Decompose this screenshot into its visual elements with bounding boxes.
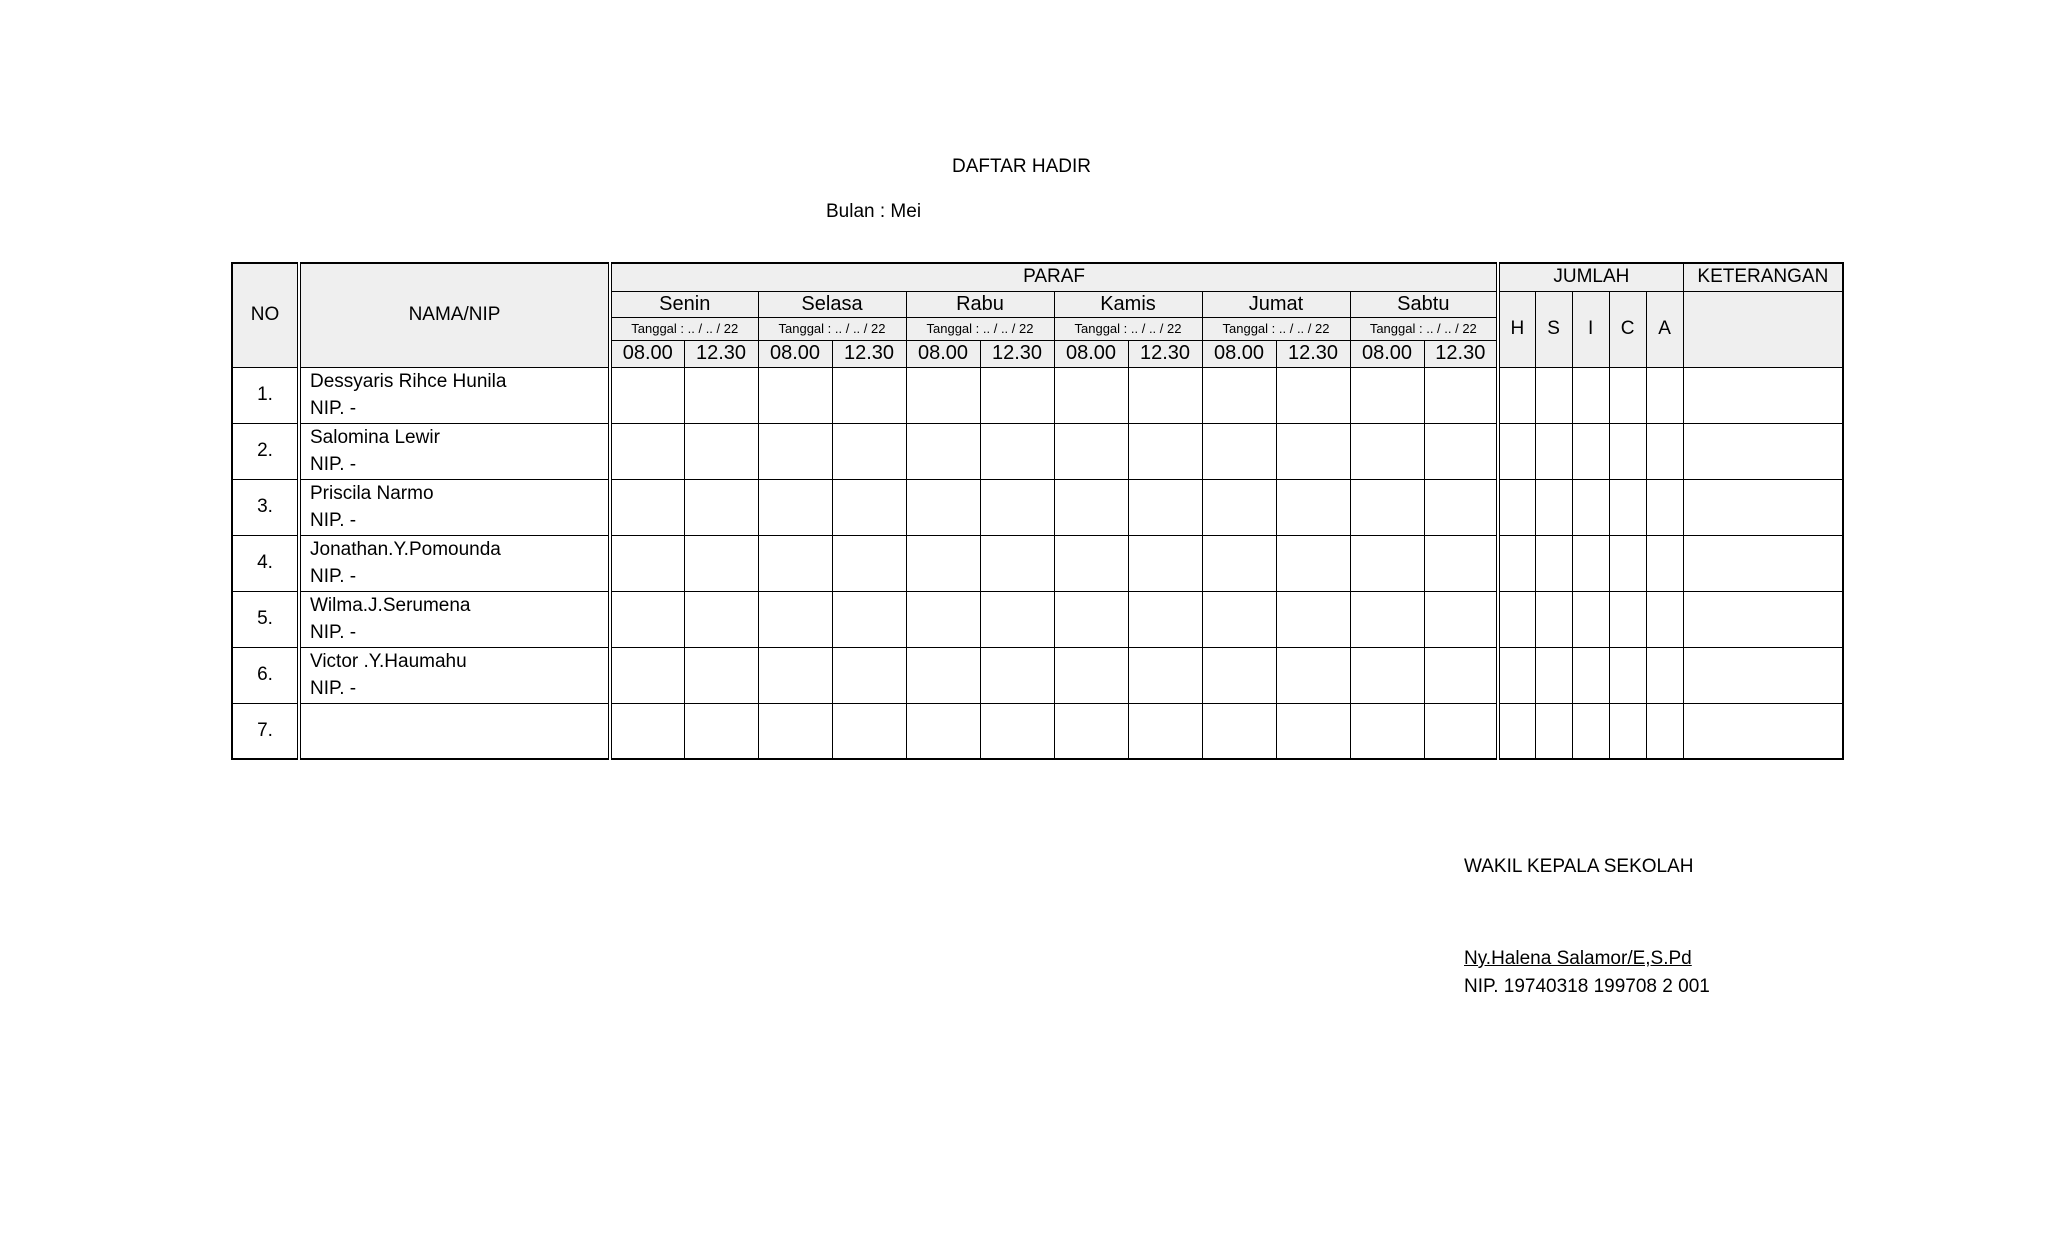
jumlah-cell [1535,703,1572,759]
paraf-cell [832,703,906,759]
row-nip: NIP. - [310,678,357,699]
time-sabtu-out: 12.30 [1424,340,1498,367]
jumlah-cell [1572,423,1609,479]
jumlah-h: H [1498,291,1535,367]
row-name-nip [299,647,610,703]
jumlah-cell [1609,703,1646,759]
time-sabtu-in: 08.00 [1350,340,1424,367]
jumlah-cell [1535,479,1572,535]
paraf-cell [610,535,684,591]
paraf-cell [1276,423,1350,479]
paraf-cell [1054,591,1128,647]
jumlah-cell [1498,423,1535,479]
attendance-rows [232,367,1843,759]
paraf-cell [1424,367,1498,423]
paraf-cell [1350,591,1424,647]
paraf-cell [906,367,980,423]
paraf-cell [906,479,980,535]
paraf-cell [1276,591,1350,647]
paraf-cell [1424,591,1498,647]
paraf-cell [610,479,684,535]
paraf-cell [1350,423,1424,479]
jumlah-c: C [1609,291,1646,367]
jumlah-cell [1498,535,1535,591]
day-selasa: Selasa [758,291,906,317]
paraf-cell [1128,535,1202,591]
row-nip: NIP. - [310,510,357,531]
paraf-cell [1128,367,1202,423]
paraf-cell [1202,591,1276,647]
paraf-cell [758,591,832,647]
jumlah-cell [1498,367,1535,423]
jumlah-cell [1646,703,1683,759]
row-number: 6. [232,647,299,703]
header-name: NAMA/NIP [299,263,610,367]
paraf-cell [1202,535,1276,591]
paraf-cell [610,367,684,423]
row-name: Salomina Lewir [310,427,440,448]
paraf-cell [1202,703,1276,759]
header-jumlah: JUMLAH [1498,263,1683,291]
day-sabtu: Sabtu [1350,291,1498,317]
jumlah-s: S [1535,291,1572,367]
keterangan-cell [1683,479,1843,535]
paraf-cell [980,367,1054,423]
paraf-cell [980,591,1054,647]
day-kamis: Kamis [1054,291,1202,317]
keterangan-cell [1683,367,1843,423]
paraf-cell [1276,703,1350,759]
paraf-cell [906,423,980,479]
paraf-cell [610,647,684,703]
paraf-cell [1054,535,1128,591]
keterangan-cell [1683,647,1843,703]
paraf-cell [906,535,980,591]
jumlah-cell [1646,647,1683,703]
table-row [232,423,1843,479]
row-name: Victor .Y.Haumahu [310,651,467,672]
paraf-cell [1424,647,1498,703]
header-keterangan: KETERANGAN [1683,263,1843,291]
row-name-nip [299,591,610,647]
day-jumat: Jumat [1202,291,1350,317]
table-row [232,367,1843,423]
row-name: Jonathan.Y.Pomounda [310,539,501,560]
paraf-cell [906,703,980,759]
row-nip: NIP. - [310,622,357,643]
row-number: 5. [232,591,299,647]
paraf-cell [980,423,1054,479]
jumlah-cell [1572,535,1609,591]
jumlah-a: A [1646,291,1683,367]
paraf-cell [758,479,832,535]
row-number: 2. [232,423,299,479]
paraf-cell [1424,703,1498,759]
date-selasa: Tanggal : .. / .. / 22 [758,317,906,340]
paraf-cell [1424,479,1498,535]
day-senin: Senin [610,291,758,317]
paraf-cell [832,423,906,479]
row-name-nip [299,423,610,479]
paraf-cell [1054,423,1128,479]
jumlah-cell [1535,367,1572,423]
row-name-nip [299,535,610,591]
paraf-cell [906,591,980,647]
keterangan-cell [1683,591,1843,647]
row-number: 7. [232,703,299,759]
paraf-cell [832,479,906,535]
jumlah-cell [1535,535,1572,591]
jumlah-cell [1609,535,1646,591]
paraf-cell [610,423,684,479]
row-name-nip [299,367,610,423]
time-selasa-out: 12.30 [832,340,906,367]
paraf-cell [980,647,1054,703]
time-senin-in: 08.00 [610,340,684,367]
paraf-cell [684,647,758,703]
paraf-cell [758,423,832,479]
paraf-cell [1276,535,1350,591]
time-senin-out: 12.30 [684,340,758,367]
paraf-cell [1276,367,1350,423]
table-row [232,479,1843,535]
attendance-table [231,262,1844,760]
signature-name: Ny.Halena Salamor/E,S.Pd [1464,948,1692,969]
date-jumat: Tanggal : .. / .. / 22 [1202,317,1350,340]
paraf-cell [684,535,758,591]
paraf-cell [758,647,832,703]
row-number: 4. [232,535,299,591]
paraf-cell [1202,423,1276,479]
jumlah-cell [1572,479,1609,535]
paraf-cell [1202,367,1276,423]
paraf-cell [1276,647,1350,703]
paraf-cell [980,479,1054,535]
jumlah-cell [1498,479,1535,535]
paraf-cell [684,423,758,479]
table-row [232,591,1843,647]
paraf-cell [832,535,906,591]
paraf-cell [1350,535,1424,591]
jumlah-cell [1646,367,1683,423]
signature-nip: NIP. 19740318 199708 2 001 [1464,976,1710,997]
paraf-cell [1054,367,1128,423]
paraf-cell [1276,479,1350,535]
paraf-cell [1350,479,1424,535]
jumlah-cell [1535,591,1572,647]
jumlah-cell [1535,647,1572,703]
jumlah-cell [1646,535,1683,591]
jumlah-cell [1609,423,1646,479]
jumlah-cell [1498,647,1535,703]
time-rabu-in: 08.00 [906,340,980,367]
day-rabu: Rabu [906,291,1054,317]
jumlah-cell [1609,367,1646,423]
signature-role: WAKIL KEPALA SEKOLAH [1464,856,1694,877]
keterangan-cell [1683,423,1843,479]
header-no: NO [232,263,299,367]
paraf-cell [1128,647,1202,703]
paraf-cell [684,703,758,759]
jumlah-cell [1646,591,1683,647]
paraf-cell [1424,535,1498,591]
row-nip: NIP. - [310,566,357,587]
keterangan-header-blank [1683,291,1843,367]
date-sabtu: Tanggal : .. / .. / 22 [1350,317,1498,340]
paraf-cell [832,367,906,423]
jumlah-cell [1609,479,1646,535]
table-row [232,703,1843,759]
table-row [232,535,1843,591]
jumlah-cell [1646,479,1683,535]
row-nip: NIP. - [310,398,357,419]
month-label: Bulan : Mei [826,201,922,222]
row-name: Dessyaris Rihce Hunila [310,371,507,392]
paraf-cell [610,703,684,759]
jumlah-cell [1572,591,1609,647]
row-name-nip [299,479,610,535]
jumlah-cell [1498,703,1535,759]
row-name: Priscila Narmo [310,483,434,504]
paraf-cell [684,591,758,647]
jumlah-cell [1535,423,1572,479]
time-rabu-out: 12.30 [980,340,1054,367]
keterangan-cell [1683,703,1843,759]
paraf-cell [610,591,684,647]
time-jumat-out: 12.30 [1276,340,1350,367]
time-selasa-in: 08.00 [758,340,832,367]
paraf-cell [980,703,1054,759]
time-kamis-out: 12.30 [1128,340,1202,367]
paraf-cell [1128,591,1202,647]
time-jumat-in: 08.00 [1202,340,1276,367]
jumlah-cell [1609,591,1646,647]
jumlah-cell [1646,423,1683,479]
row-name-nip [299,703,610,759]
keterangan-cell [1683,535,1843,591]
jumlah-i: I [1572,291,1609,367]
jumlah-cell [1572,647,1609,703]
paraf-cell [906,647,980,703]
jumlah-cell [1572,367,1609,423]
table-row [232,647,1843,703]
row-number: 1. [232,367,299,423]
jumlah-cell [1572,703,1609,759]
header-paraf: PARAF [610,263,1498,291]
jumlah-cell [1498,591,1535,647]
paraf-cell [1202,479,1276,535]
paraf-cell [758,535,832,591]
paraf-cell [758,703,832,759]
paraf-cell [1054,703,1128,759]
document-title: DAFTAR HADIR [952,156,1091,177]
date-senin: Tanggal : .. / .. / 22 [610,317,758,340]
row-name: Wilma.J.Serumena [310,595,471,616]
paraf-cell [1350,367,1424,423]
jumlah-cell [1609,647,1646,703]
paraf-cell [1128,479,1202,535]
date-kamis: Tanggal : .. / .. / 22 [1054,317,1202,340]
paraf-cell [832,647,906,703]
time-kamis-in: 08.00 [1054,340,1128,367]
date-rabu: Tanggal : .. / .. / 22 [906,317,1054,340]
paraf-cell [1054,479,1128,535]
paraf-cell [832,591,906,647]
paraf-cell [1424,423,1498,479]
paraf-cell [1350,703,1424,759]
paraf-cell [684,367,758,423]
paraf-cell [1202,647,1276,703]
paraf-cell [1128,423,1202,479]
paraf-cell [1054,647,1128,703]
paraf-cell [758,367,832,423]
paraf-cell [684,479,758,535]
paraf-cell [980,535,1054,591]
row-nip: NIP. - [310,454,357,475]
paraf-cell [1128,703,1202,759]
row-number: 3. [232,479,299,535]
paraf-cell [1350,647,1424,703]
